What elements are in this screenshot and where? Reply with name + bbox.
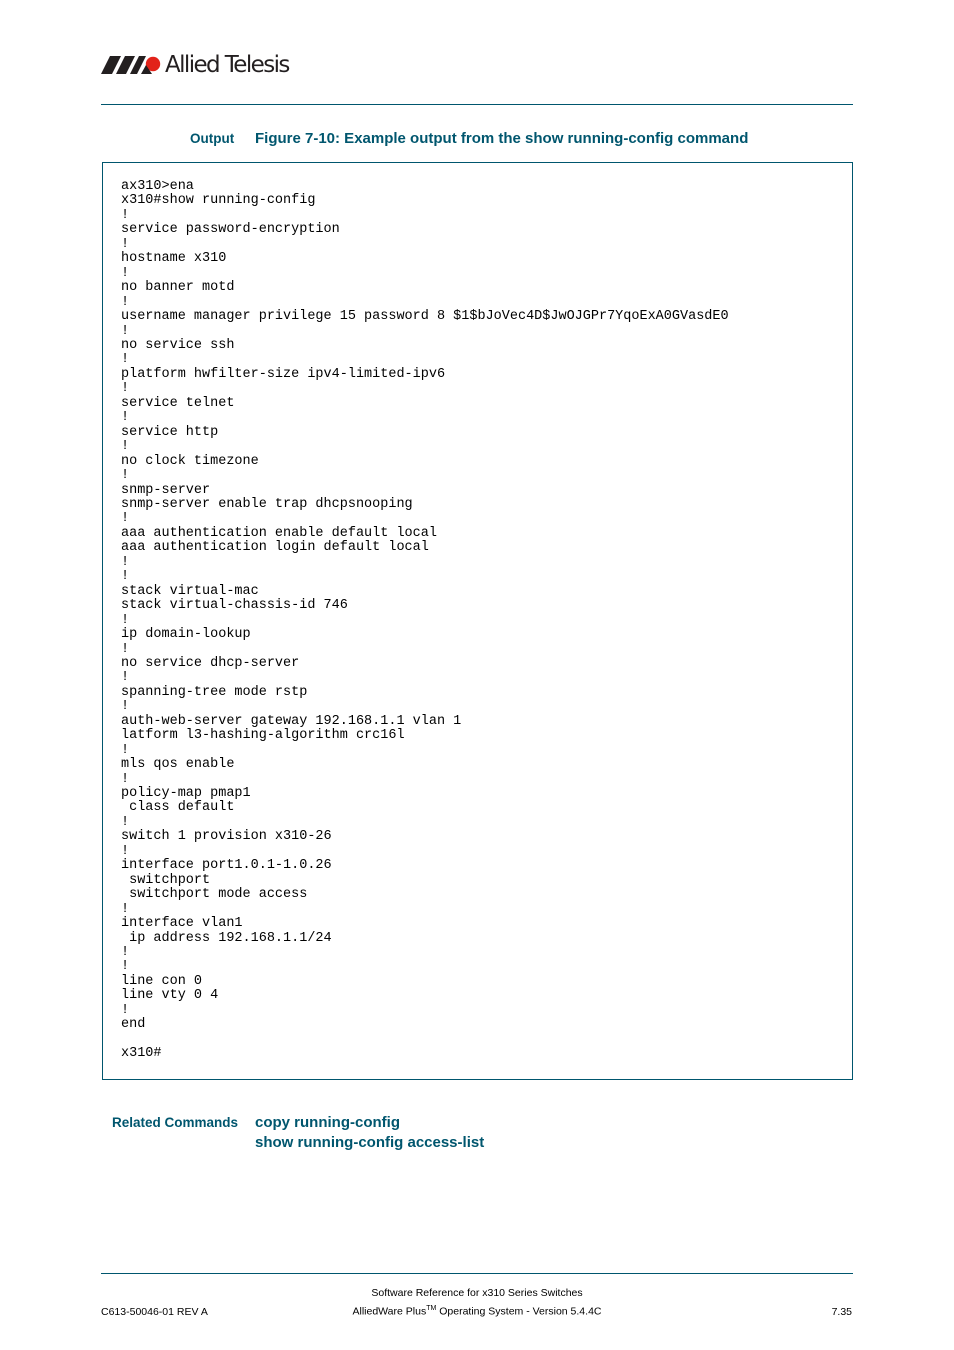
figure-caption: Figure 7-10: Example output from the show running-config command bbox=[255, 130, 749, 147]
allied-telesis-mark-icon bbox=[101, 56, 161, 74]
footer-os-version bbox=[0, 1305, 954, 1318]
output-label: Output bbox=[190, 131, 235, 146]
header-divider bbox=[101, 104, 853, 105]
code-output: ax310>ena x310#show running-config ! service password-encryption ! hostname x310 ! no banner motd ! username manager privilege 15 password 8 $1$bJoVec4D$JwOJGPr7YqoExA0GVasdE0 ! no service ssh ! platform hwfilter-size ipv4-limited-ipv6 ! service telnet ! service http ! no clock timezone ! snmp-server snmp-server enable trap dhcpsnooping ! aaa authentication enable default local aaa authentication login default local ! ! stack virtual-mac stack virtual-chassis-id 746 ! ip domain-lookup ! no service dhcp-server ! spanning-tree mode rstp ! auth-web-server gateway 192.168.1.1 vlan 1 latform l3-hashing-algorithm crc16l ! mls qos enable ! policy-map pmap1 class default ! switch 1 provision x310-26 ! interface port1.0.1-1.0.26 switchport switchport mode access ! interface vlan1 ip address 192.168.1.1/24 ! ! line con 0 line vty 0 4 ! end x310# bbox=[121, 179, 729, 1062]
related-commands-label: Related Commands bbox=[112, 1115, 239, 1130]
related-commands-links bbox=[255, 1113, 484, 1153]
footer-trademark: TM bbox=[426, 1305, 437, 1312]
footer-os-version-text: Operating System - Version 5.4.4C bbox=[436, 1305, 602, 1318]
footer-document-title: Software Reference for x310 Series Switches bbox=[371, 1287, 583, 1299]
footer-doc-number: C613-50046-01 REV A bbox=[101, 1306, 208, 1318]
link-show-running-config-access-list[interactable]: show running-config access-list bbox=[255, 1134, 485, 1151]
code-output-box bbox=[102, 162, 853, 1080]
logo-text: Allied Telesis bbox=[165, 52, 289, 78]
company-logo bbox=[101, 52, 289, 78]
footer-divider bbox=[101, 1273, 853, 1274]
footer-page-number: 7.35 bbox=[831, 1306, 852, 1318]
footer-os-name: AlliedWare Plus bbox=[352, 1305, 427, 1318]
link-copy-running-config[interactable]: copy running-config bbox=[255, 1114, 400, 1131]
